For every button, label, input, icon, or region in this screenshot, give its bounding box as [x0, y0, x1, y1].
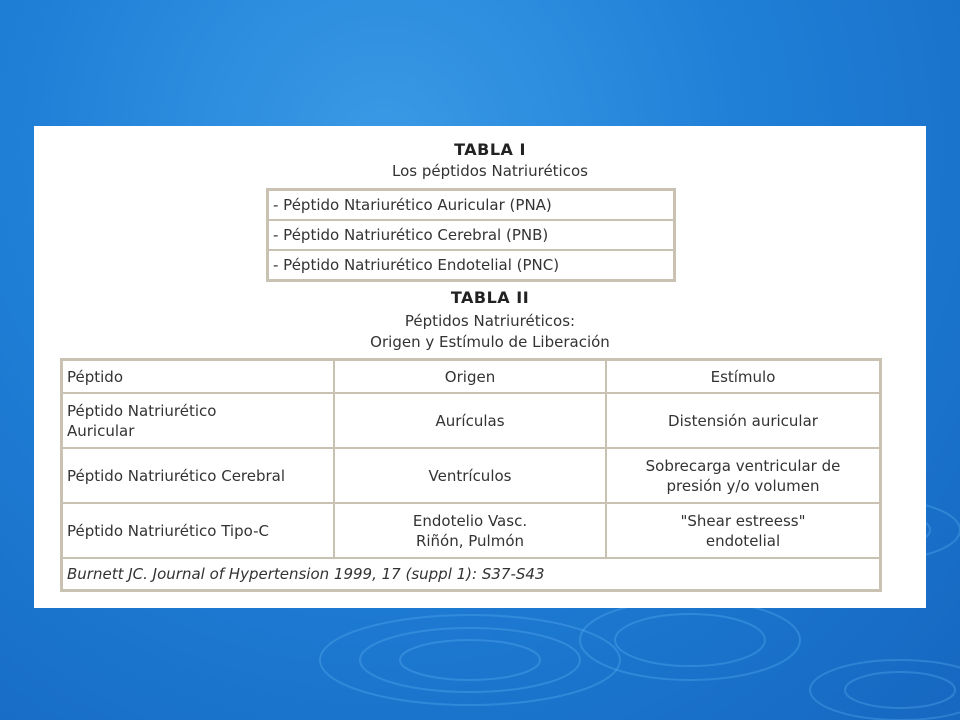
peptido-cell — [62, 503, 334, 558]
tabla2-table — [60, 358, 882, 592]
table-cell: - Péptido Natriurético Cerebral (PNB) — [268, 220, 674, 250]
tabla2-subtitle-line2: Origen y Estímulo de Liberación — [370, 333, 610, 351]
origen-cell — [334, 393, 606, 448]
tabla2-subtitle-line1: Péptidos Natriuréticos: — [404, 312, 576, 330]
peptido-cell — [62, 393, 334, 448]
reference-citation: Burnett JC. Journal of Hypertension 1999, 17 (suppl 1): S37-S43 — [62, 558, 880, 590]
tabla1-subtitle: Los péptidos Natriuréticos — [392, 162, 588, 180]
estimulo-cell — [606, 393, 880, 448]
cell-line: presión y/o volumen — [666, 476, 820, 495]
peptido-cell — [62, 448, 334, 503]
estimulo-cell — [606, 503, 880, 558]
table-row — [62, 393, 880, 448]
cell-line: "Shear estreess" — [680, 511, 806, 530]
cell-line: Péptido Natriurético Cerebral — [67, 466, 286, 485]
table-cell: - Péptido Ntariurético Auricular (PNA) — [268, 190, 674, 220]
cell-line: endotelial — [705, 531, 781, 550]
cell-line: Péptido Natriurético Tipo-C — [67, 521, 269, 540]
tabla1-title: TABLA I — [454, 140, 526, 159]
tabla1-table — [266, 188, 676, 282]
column-header-estimulo: Estímulo — [606, 360, 880, 393]
table-row — [268, 250, 674, 280]
table-row — [268, 220, 674, 250]
table-row — [268, 190, 674, 220]
cell-line: Endotelio Vasc. — [412, 511, 528, 530]
cell-line: Distensión auricular — [668, 411, 818, 430]
tabla2-title: TABLA II — [450, 288, 530, 307]
table-panel — [34, 126, 926, 608]
cell-line: Péptido Natriurético — [67, 401, 217, 420]
table-header-row — [62, 360, 880, 393]
origen-cell — [334, 503, 606, 558]
cell-line: Aurículas — [435, 411, 505, 430]
reference-row — [62, 558, 880, 590]
cell-line: Auricular — [67, 421, 135, 440]
table-cell: - Péptido Natriurético Endotelial (PNC) — [268, 250, 674, 280]
origen-cell — [334, 448, 606, 503]
column-header-origen: Origen — [334, 360, 606, 393]
cell-line: Ventrículos — [428, 466, 512, 485]
column-header-peptido: Péptido — [62, 360, 334, 393]
estimulo-cell — [606, 448, 880, 503]
table-row — [62, 503, 880, 558]
table-row — [62, 448, 880, 503]
cell-line: Sobrecarga ventricular de — [645, 456, 841, 475]
cell-line: Riñón, Pulmón — [415, 531, 525, 550]
